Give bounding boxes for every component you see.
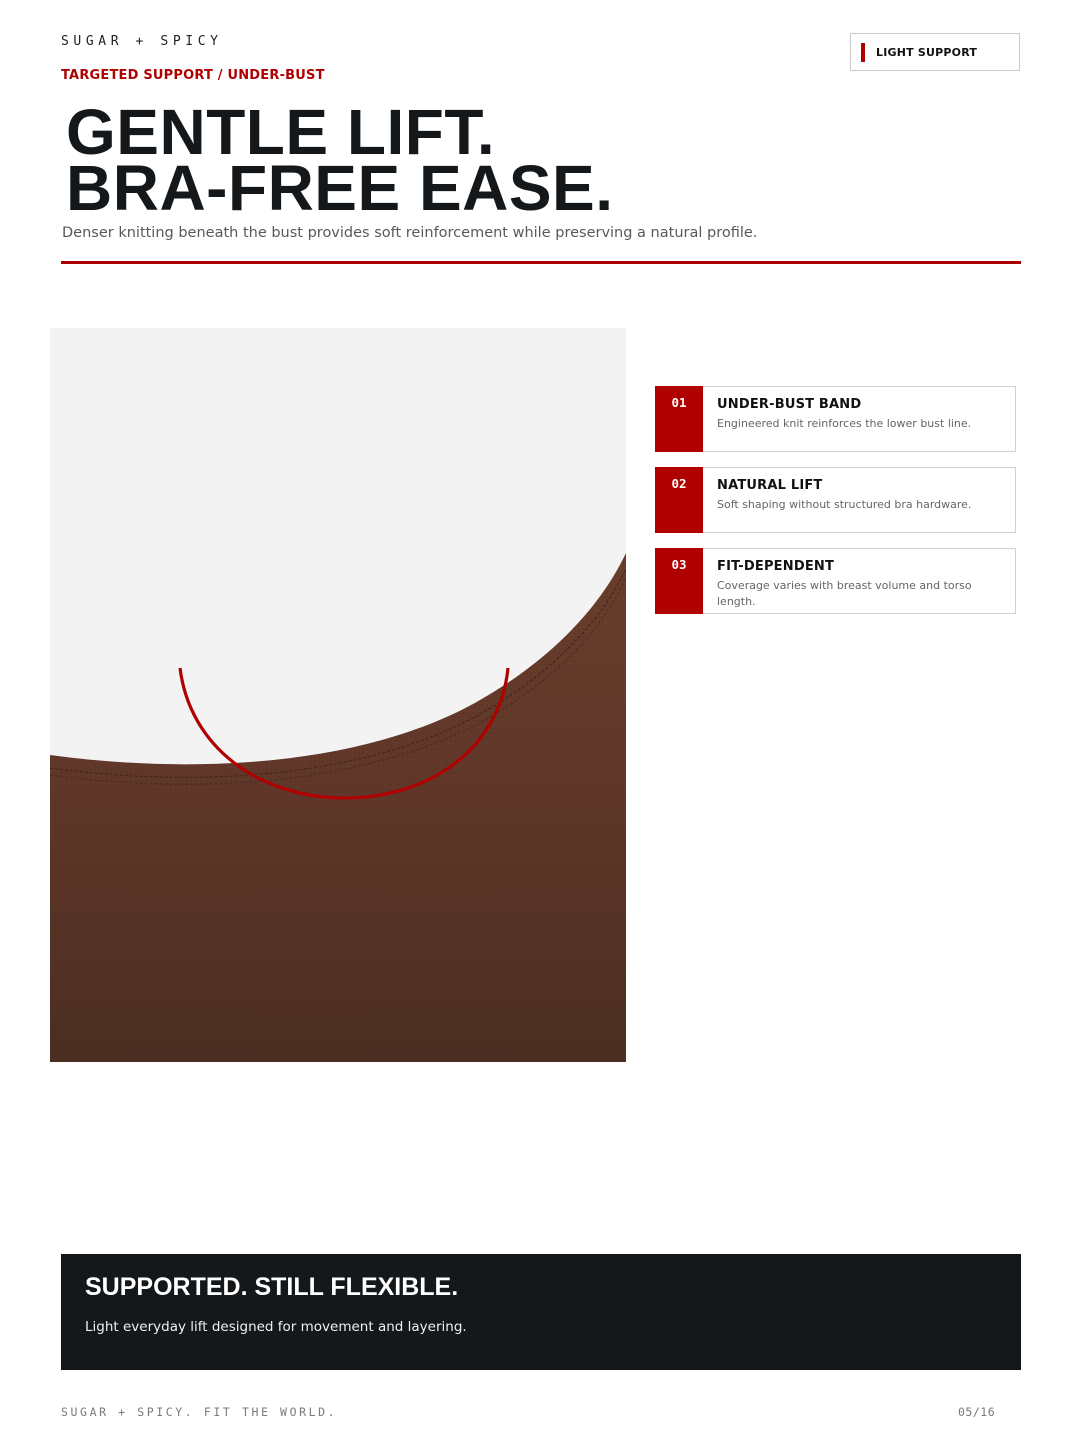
product-photo (50, 328, 626, 1062)
banner-text: Light everyday lift designed for movement and layering. (85, 1319, 467, 1335)
summary-banner (61, 1254, 1021, 1370)
feature-description: Coverage varies with breast volume and torso length. (717, 579, 972, 608)
fabric-closeup-illustration (50, 328, 626, 1062)
page-number: 05/16 (958, 1405, 996, 1419)
feature-title: FIT-DEPENDENT (717, 559, 835, 574)
feature-number: 02 (655, 467, 703, 533)
page-subhead: Denser knitting beneath the bust provides soft reinforcement while preserving a natural profile. (62, 225, 758, 241)
feature-card (655, 386, 1016, 452)
feature-number: 03 (655, 548, 703, 614)
brand-wordmark: SUGAR + SPICY (61, 34, 223, 49)
feature-card (655, 467, 1016, 533)
footer-tagline: SUGAR + SPICY. FIT THE WORLD. (61, 1405, 338, 1419)
feature-body (703, 549, 1015, 613)
header-divider (61, 261, 1021, 264)
section-eyebrow: TARGETED SUPPORT / UNDER-BUST (61, 68, 325, 83)
badge-accent-bar (861, 43, 865, 62)
headline-line-2: BRA-FREE EASE. (66, 152, 614, 224)
page-headline (66, 96, 614, 224)
feature-list (655, 386, 1016, 629)
banner-title: SUPPORTED. STILL FLEXIBLE. (85, 1273, 459, 1301)
feature-body (703, 468, 985, 532)
feature-description: Soft shaping without structured bra hardware. (717, 498, 972, 511)
feature-body (703, 387, 985, 451)
support-level-badge (850, 33, 1020, 71)
badge-label: LIGHT SUPPORT (876, 45, 978, 59)
feature-number: 01 (655, 386, 703, 452)
feature-card (655, 548, 1016, 614)
feature-title: UNDER-BUST BAND (717, 397, 862, 412)
feature-title: NATURAL LIFT (717, 478, 823, 493)
feature-description: Engineered knit reinforces the lower bust line. (717, 417, 972, 430)
headline-line-1: GENTLE LIFT. (66, 96, 496, 168)
